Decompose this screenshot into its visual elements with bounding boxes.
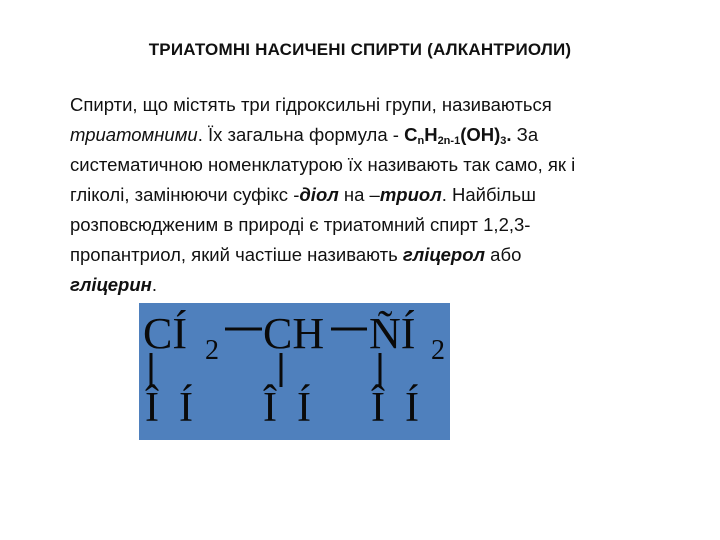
text-line-2: [70, 120, 660, 150]
text-segment: . Їх загальна формула -: [197, 124, 405, 145]
oh-group-2-h: Í: [297, 385, 311, 431]
formula-sub-2n-1: 2n-1: [437, 135, 461, 147]
formula-oh: (OH): [460, 124, 501, 145]
oh-group-2-o: Î: [263, 385, 277, 431]
subscript-2-left: 2: [205, 335, 219, 366]
text-line-6: [70, 240, 660, 270]
text-segment: .: [151, 274, 157, 295]
text-segment: на –: [338, 184, 380, 205]
formula-c: C: [404, 124, 418, 145]
term-glycerin: гліцерин: [70, 274, 152, 295]
oh-group-1-h: Í: [179, 385, 193, 431]
text-line-3: систематичною номенклатурою їх називають так само, як і: [70, 154, 576, 175]
oh-group-1-o: Î: [145, 385, 159, 431]
text-segment: або: [485, 244, 522, 265]
glycerol-structure-figure: [139, 303, 450, 440]
text-segment: гліколі, замінюючи суфікс -: [70, 184, 300, 205]
text-line-7: [70, 270, 660, 300]
group-ch-middle: CH: [263, 309, 325, 358]
term-diol: діол: [299, 184, 339, 205]
oh-group-3-o: Î: [371, 385, 385, 431]
general-formula: [404, 124, 511, 145]
group-ch2-left: CÍ: [143, 309, 187, 358]
term-glycerol: гліцерол: [402, 244, 486, 265]
text-segment: пропантриол, який частіше називають: [70, 244, 403, 265]
group-ch2-right: ÑÍ: [369, 309, 416, 358]
term-triol: триол: [379, 184, 442, 205]
slide-title: ТРИАТОМНІ НАСИЧЕНІ СПИРТИ (АЛКАНТРИОЛИ): [148, 40, 572, 59]
text-line-1: Спирти, що містять три гідроксильні групи, називаються: [70, 94, 552, 115]
text-segment: За: [511, 124, 539, 145]
body-paragraph: [70, 90, 660, 300]
formula-sub-3: 3: [500, 135, 507, 147]
subscript-2-right: 2: [431, 335, 445, 366]
formula-sub-n: n: [417, 135, 425, 147]
text-line-4: [70, 180, 660, 210]
oh-group-3-h: Í: [405, 385, 419, 431]
term-triatomic: триатомними: [70, 124, 198, 145]
text-line-5: розповсюдженим в природі є триатомний спирт 1,2,3-: [70, 214, 531, 235]
formula-period: .: [506, 124, 512, 145]
structure-svg: [139, 303, 450, 440]
text-segment: . Найбільш: [441, 184, 536, 205]
formula-h: H: [424, 124, 438, 145]
